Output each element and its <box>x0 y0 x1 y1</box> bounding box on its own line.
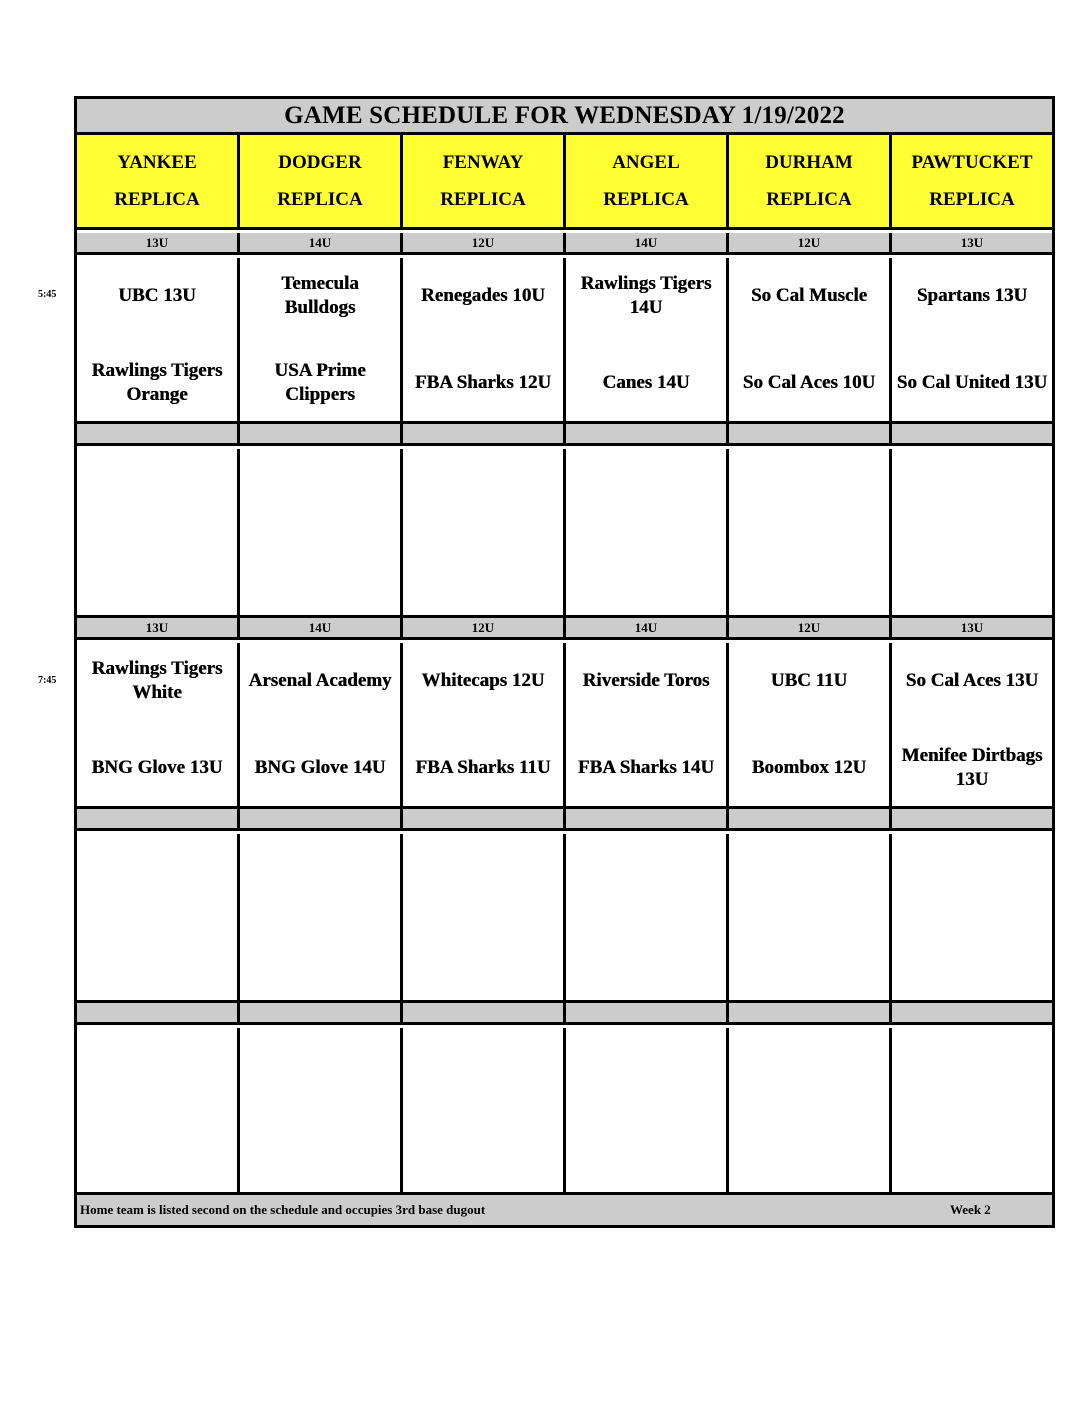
visitor-team: Arsenal Academy <box>248 669 392 691</box>
home-team: FBA Sharks 14U <box>577 757 715 779</box>
separator-row <box>77 1003 1052 1025</box>
age-cell: 14U <box>240 618 403 637</box>
separator-row <box>77 809 1052 831</box>
field-header <box>566 135 729 227</box>
field-header <box>892 135 1052 227</box>
field-name: DODGER <box>278 152 362 173</box>
field-header-row <box>77 135 1052 230</box>
home-team: FBA Sharks 11U <box>415 757 551 779</box>
home-team: Menifee Dirtbags 13U <box>901 745 1043 791</box>
game-cell <box>729 258 892 421</box>
visitor-team: Riverside Toros <box>582 669 710 691</box>
game-cell <box>403 258 566 421</box>
age-cell: 14U <box>566 618 729 637</box>
game-cell <box>566 643 729 806</box>
home-team: USA Prime Clippers <box>274 360 366 406</box>
time-label-slot-2: 7:45 <box>38 675 57 686</box>
age-cell: 12U <box>403 233 566 252</box>
field-sub: REPLICA <box>277 189 363 210</box>
field-name: YANKEE <box>117 152 197 173</box>
week-label: Week 2 <box>950 1202 991 1217</box>
field-name: ANGEL <box>612 152 680 173</box>
age-cell: 12U <box>729 233 892 252</box>
field-header <box>403 135 566 227</box>
empty-row <box>77 449 1052 618</box>
home-team: Rawlings Tigers Orange <box>91 360 223 406</box>
home-team: So Cal United 13U <box>896 372 1048 394</box>
field-name: DURHAM <box>765 152 853 173</box>
visitor-team: Spartans 13U <box>916 284 1028 306</box>
visitor-team: Temecula Bulldogs <box>281 272 359 318</box>
home-team: BNG Glove 13U <box>91 757 223 779</box>
field-sub: REPLICA <box>114 189 200 210</box>
field-header <box>729 135 892 227</box>
field-name: PAWTUCKET <box>911 152 1033 173</box>
visitor-team: Renegades 10U <box>420 284 546 306</box>
schedule-title: GAME SCHEDULE FOR WEDNESDAY 1/19/2022 <box>77 99 1052 135</box>
game-cell <box>77 643 240 806</box>
empty-row <box>77 834 1052 1003</box>
home-team: FBA Sharks 12U <box>414 372 552 394</box>
game-cell <box>77 258 240 421</box>
field-header <box>77 135 240 227</box>
time-label-slot-1: 5:45 <box>38 289 57 300</box>
empty-row <box>77 1028 1052 1195</box>
game-cell <box>892 258 1052 421</box>
visitor-team: Whitecaps 12U <box>421 669 545 691</box>
footer-note: Home team is listed second on the schedule and occupies 3rd base dugout <box>80 1202 486 1217</box>
game-cell <box>892 643 1052 806</box>
field-name: FENWAY <box>442 152 524 173</box>
game-cell <box>566 258 729 421</box>
age-cell: 12U <box>729 618 892 637</box>
age-row-slot-1 <box>77 233 1052 255</box>
game-cell <box>240 643 403 806</box>
footer-bar <box>77 1195 1052 1225</box>
field-header <box>240 135 403 227</box>
field-sub: REPLICA <box>766 189 852 210</box>
game-row-slot-1 <box>77 258 1052 424</box>
game-row-slot-2 <box>77 643 1052 809</box>
schedule-table <box>74 96 1055 1228</box>
age-row-slot-2 <box>77 618 1052 640</box>
age-cell: 14U <box>566 233 729 252</box>
visitor-team: Rawlings Tigers White <box>91 657 223 703</box>
age-cell: 13U <box>77 618 240 637</box>
game-cell <box>403 643 566 806</box>
age-cell: 14U <box>240 233 403 252</box>
age-cell: 13U <box>892 233 1052 252</box>
home-team: Boombox 12U <box>751 757 867 779</box>
age-cell: 13U <box>77 233 240 252</box>
home-team: BNG Glove 14U <box>254 757 386 779</box>
home-team: Canes 14U <box>602 372 690 394</box>
visitor-team: So Cal Aces 13U <box>905 669 1039 691</box>
age-cell: 12U <box>403 618 566 637</box>
separator-row <box>77 424 1052 446</box>
visitor-team: Rawlings Tigers 14U <box>580 272 712 318</box>
visitor-team: UBC 11U <box>770 669 848 691</box>
home-team: So Cal Aces 10U <box>742 372 876 394</box>
field-sub: REPLICA <box>929 189 1015 210</box>
visitor-team: UBC 13U <box>118 284 196 306</box>
field-sub: REPLICA <box>603 189 689 210</box>
game-cell <box>240 258 403 421</box>
game-cell <box>729 643 892 806</box>
age-cell: 13U <box>892 618 1052 637</box>
field-sub: REPLICA <box>440 189 526 210</box>
visitor-team: So Cal Muscle <box>750 284 868 306</box>
